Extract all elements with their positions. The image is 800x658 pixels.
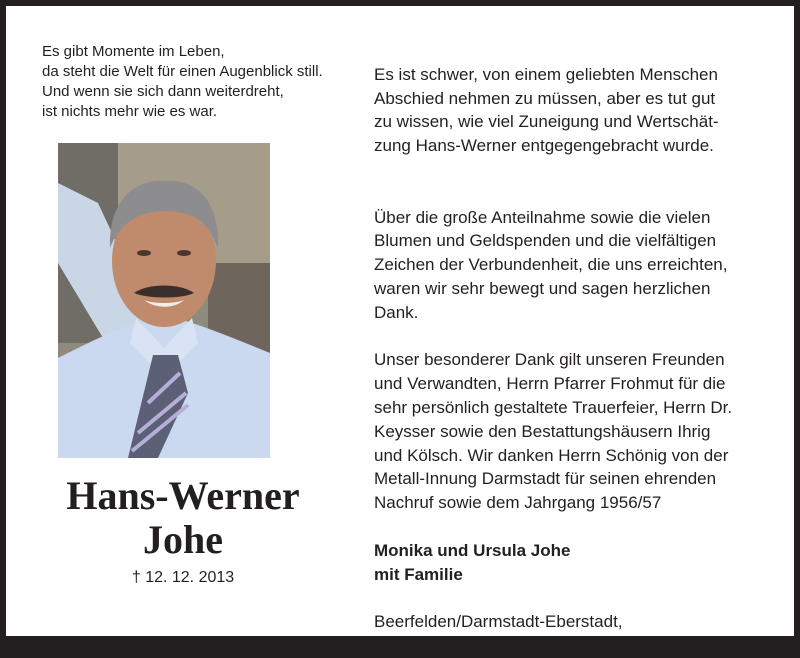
text-line: Blumen und Geldspenden und die vielfältigen	[374, 231, 717, 251]
text-line: Unser besonderer Dank gilt unseren Freunden	[374, 350, 725, 370]
deceased-name	[6, 474, 360, 562]
paragraph-3	[374, 348, 764, 515]
text-line: Zeichen der Verbundenheit, die uns erreichten,	[374, 255, 728, 275]
text-line: Dank.	[374, 302, 419, 322]
text-line: Metall-Innung Darmstadt für seinen ehrenden	[374, 469, 717, 489]
signature-family: mit Familie	[374, 564, 463, 584]
poem-line: ist nichts mehr wie es war.	[42, 103, 218, 120]
portrait-photo	[58, 143, 270, 458]
thanks-message	[374, 39, 764, 658]
text-line: und Kölsch. Wir danken Herrn Schönig von der	[374, 445, 729, 465]
death-date: † 12. 12. 2013	[131, 569, 235, 586]
first-name: Hans-Werner	[66, 473, 300, 518]
text-line: Über die große Anteilnahme sowie die vielen	[374, 207, 711, 227]
text-line: sehr persönlich gestaltete Trauerfeier, Herrn Dr.	[374, 397, 733, 417]
poem	[42, 42, 323, 122]
text-line: waren wir sehr bewegt und sagen herzlichen	[374, 278, 711, 298]
portrait-image	[58, 143, 270, 458]
paragraph-2	[374, 206, 764, 325]
text-line: und Verwandten, Herrn Pfarrer Frohmut für die	[374, 374, 726, 394]
obituary-card	[6, 6, 794, 655]
text-line: Nachruf sowie dem Jahrgang 1956/57	[374, 493, 662, 513]
place-and-date	[374, 610, 764, 658]
signature	[374, 539, 764, 587]
signature-names: Monika und Ursula Johe	[374, 540, 571, 560]
text-line: Es ist schwer, von einem geliebten Menschen	[374, 64, 718, 84]
place: Beerfelden/Darmstadt-Eberstadt,	[374, 612, 623, 632]
last-name: Johe	[143, 517, 223, 562]
date: im Januar 2014	[374, 635, 492, 655]
text-line: zu wissen, wie viel Zuneigung und Wertschät-	[374, 112, 719, 132]
poem-line: Es gibt Momente im Leben,	[42, 43, 225, 60]
poem-line: Und wenn sie sich dann weiterdreht,	[42, 83, 284, 100]
text-line: Abschied nehmen zu müssen, aber es tut gut	[374, 88, 716, 108]
text-line: Keysser sowie den Bestattungshäusern Ihrig	[374, 421, 711, 441]
poem-line: da steht die Welt für einen Augenblick still.	[42, 63, 323, 80]
text-line: zung Hans-Werner entgegengebracht wurde.	[374, 136, 714, 156]
